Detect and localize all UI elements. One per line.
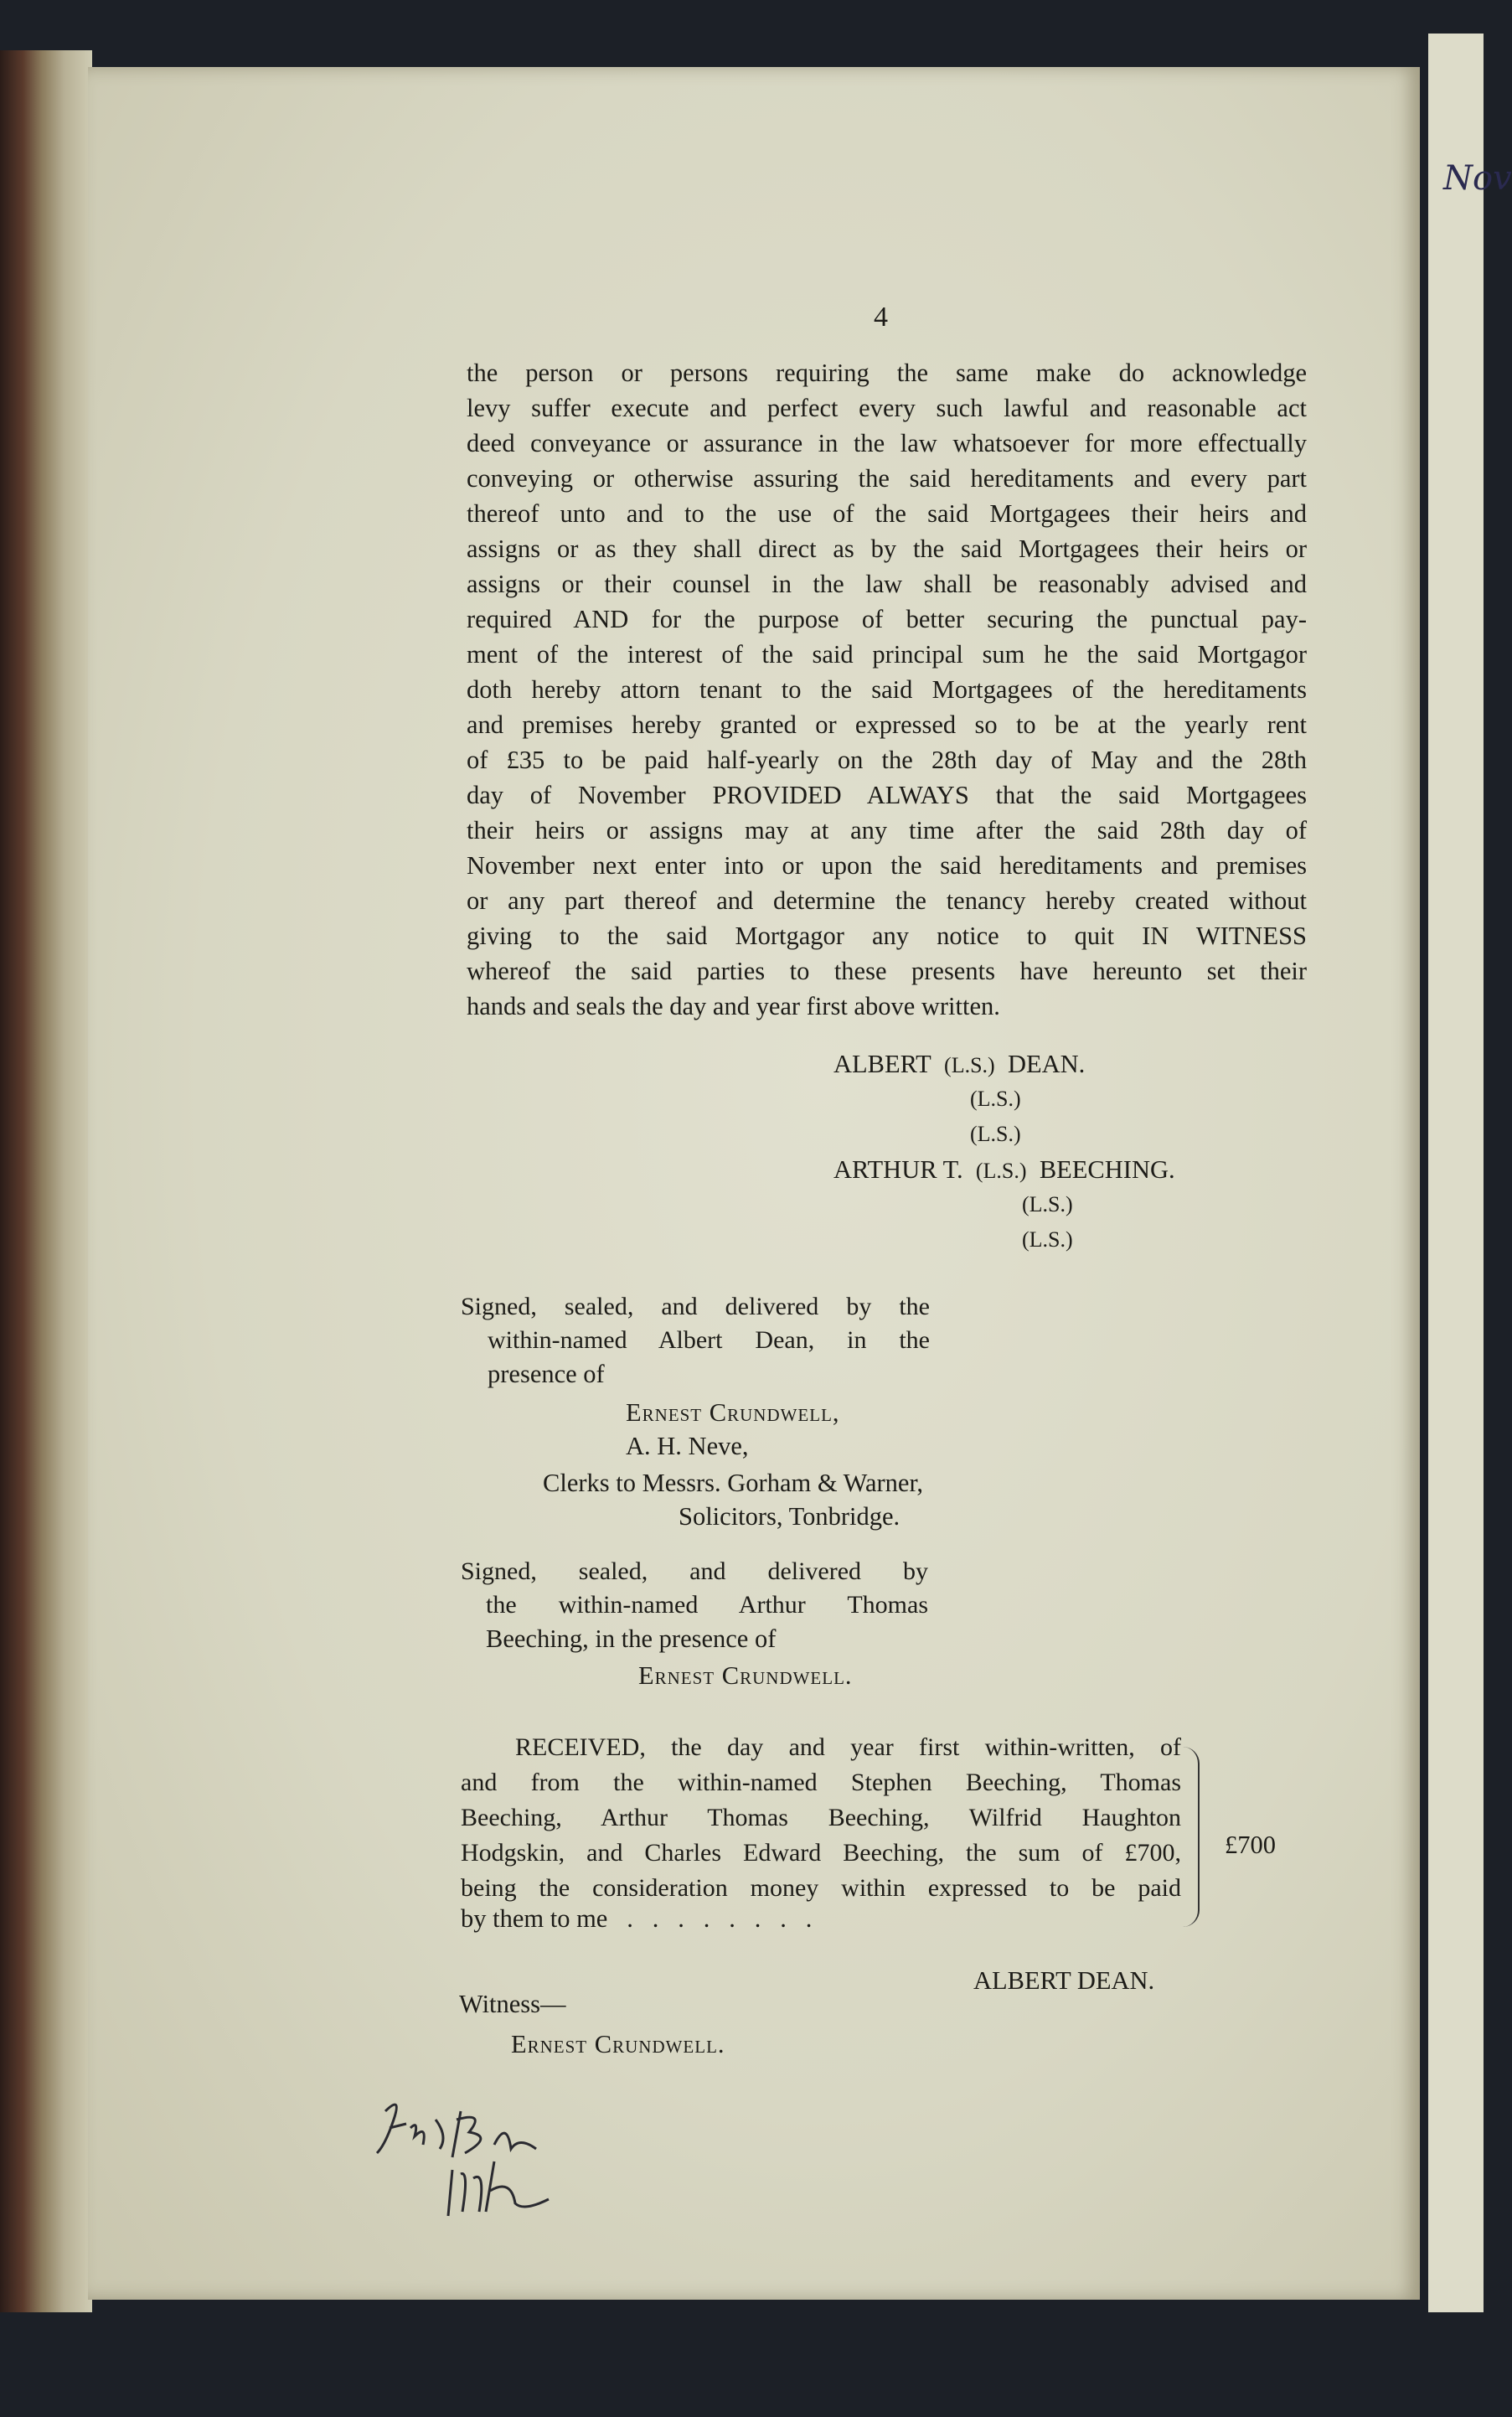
handwritten-initials bbox=[369, 2086, 620, 2228]
clerks-line: Clerks to Messrs. Gorham & Warner, bbox=[543, 1469, 924, 1497]
body-line: day of November PROVIDED ALWAYS that the said Mortgagees bbox=[467, 781, 1307, 809]
body-line: required AND for the purpose of better securing the punctual pay- bbox=[467, 605, 1307, 633]
body-line: assigns or as they shall direct as by the said Mortgagees their heirs or bbox=[467, 535, 1307, 563]
seal-line-2: ARTHUR T. (L.S.) BEECHING. bbox=[833, 1155, 1175, 1184]
receipt-line: Hodgskin, and Charles Edward Beeching, the sum of £700, bbox=[461, 1839, 1181, 1867]
body-line: November next enter into or upon the said hereditaments and premises bbox=[467, 851, 1307, 880]
body-line: giving to the said Mortgagor any notice to quit IN WITNESS bbox=[467, 922, 1307, 950]
body-line: ment of the interest of the said principal sum he the said Mortgagor bbox=[467, 640, 1307, 669]
body-line: deed conveyance or assurance in the law whatsoever for more effectually bbox=[467, 429, 1307, 457]
seal-ls: (L.S.) bbox=[1022, 1227, 1073, 1252]
witness-name: Ernest Crundwell, bbox=[626, 1398, 840, 1427]
body-line: levy suffer execute and perfect every such lawful and reasonable act bbox=[467, 394, 1307, 422]
attestation2-line: Signed, sealed, and delivered by bbox=[461, 1557, 928, 1585]
body-line: or any part thereof and determine the tenancy hereby created without bbox=[467, 886, 1307, 915]
attestation1-line: Signed, sealed, and delivered by the bbox=[461, 1293, 930, 1320]
body-line: thereof unto and to the use of the said Mortgagees their heirs and bbox=[467, 499, 1307, 528]
receipt-line: being the consideration money within expressed to be paid bbox=[461, 1874, 1181, 1902]
book-page-edges bbox=[0, 50, 92, 2312]
seal-ls: (L.S.) bbox=[1022, 1192, 1073, 1216]
next-page-handwriting: Nov bbox=[1443, 159, 1512, 198]
seal-line-1: ALBERT (L.S.) DEAN. bbox=[833, 1050, 1086, 1078]
attestation2-line: Beeching, in the presence of bbox=[486, 1624, 777, 1653]
body-line: the person or persons requiring the same make do acknowledge bbox=[467, 359, 1307, 387]
page-number: 4 bbox=[874, 302, 888, 333]
receipt-line: by them to me . . . . . . . . bbox=[461, 1904, 813, 1933]
body-line: and premises hereby granted or expressed so to be at the yearly rent bbox=[467, 710, 1307, 739]
receipt-signatory: ALBERT DEAN. bbox=[973, 1966, 1155, 1995]
receipt-line: RECEIVED, the day and year first within-written, of bbox=[515, 1733, 1181, 1761]
body-line: whereof the said parties to these presents have hereunto set their bbox=[467, 957, 1307, 985]
witness-name: A. H. Neve, bbox=[626, 1432, 749, 1460]
solicitors-line: Solicitors, Tonbridge. bbox=[679, 1502, 900, 1531]
seal-ls: (L.S.) bbox=[970, 1087, 1021, 1111]
body-line: assigns or their counsel in the law shall be reasonably advised and bbox=[467, 570, 1307, 598]
receipt-amount: £700 bbox=[1225, 1831, 1276, 1859]
attestation1-line: presence of bbox=[488, 1360, 605, 1388]
witness-label: Witness— bbox=[459, 1990, 566, 2018]
body-line: conveying or otherwise assuring the said hereditaments and every part bbox=[467, 464, 1307, 493]
body-line: of £35 to be paid half-yearly on the 28th day of May and the 28th bbox=[467, 746, 1307, 774]
seal-ls: (L.S.) bbox=[970, 1122, 1021, 1146]
body-line: doth hereby attorn tenant to the said Mortgagees of the hereditaments bbox=[467, 675, 1307, 704]
attestation2-line: the within-named Arthur Thomas bbox=[486, 1591, 928, 1619]
receipt-brace bbox=[1183, 1747, 1200, 1927]
body-line: their heirs or assigns may at any time after the said 28th day of bbox=[467, 816, 1307, 844]
witness-name: Ernest Crundwell. bbox=[638, 1661, 853, 1690]
body-line: hands and seals the day and year first above written. bbox=[467, 992, 1000, 1020]
next-page-strip bbox=[1428, 34, 1512, 2312]
receipt-line: and from the within-named Stephen Beeching, Thomas bbox=[461, 1769, 1181, 1796]
witness-name: Ernest Crundwell. bbox=[511, 2030, 725, 2058]
attestation1-line: within-named Albert Dean, in the bbox=[488, 1326, 930, 1354]
receipt-line: Beeching, Arthur Thomas Beeching, Wilfrid Haughton bbox=[461, 1804, 1181, 1831]
